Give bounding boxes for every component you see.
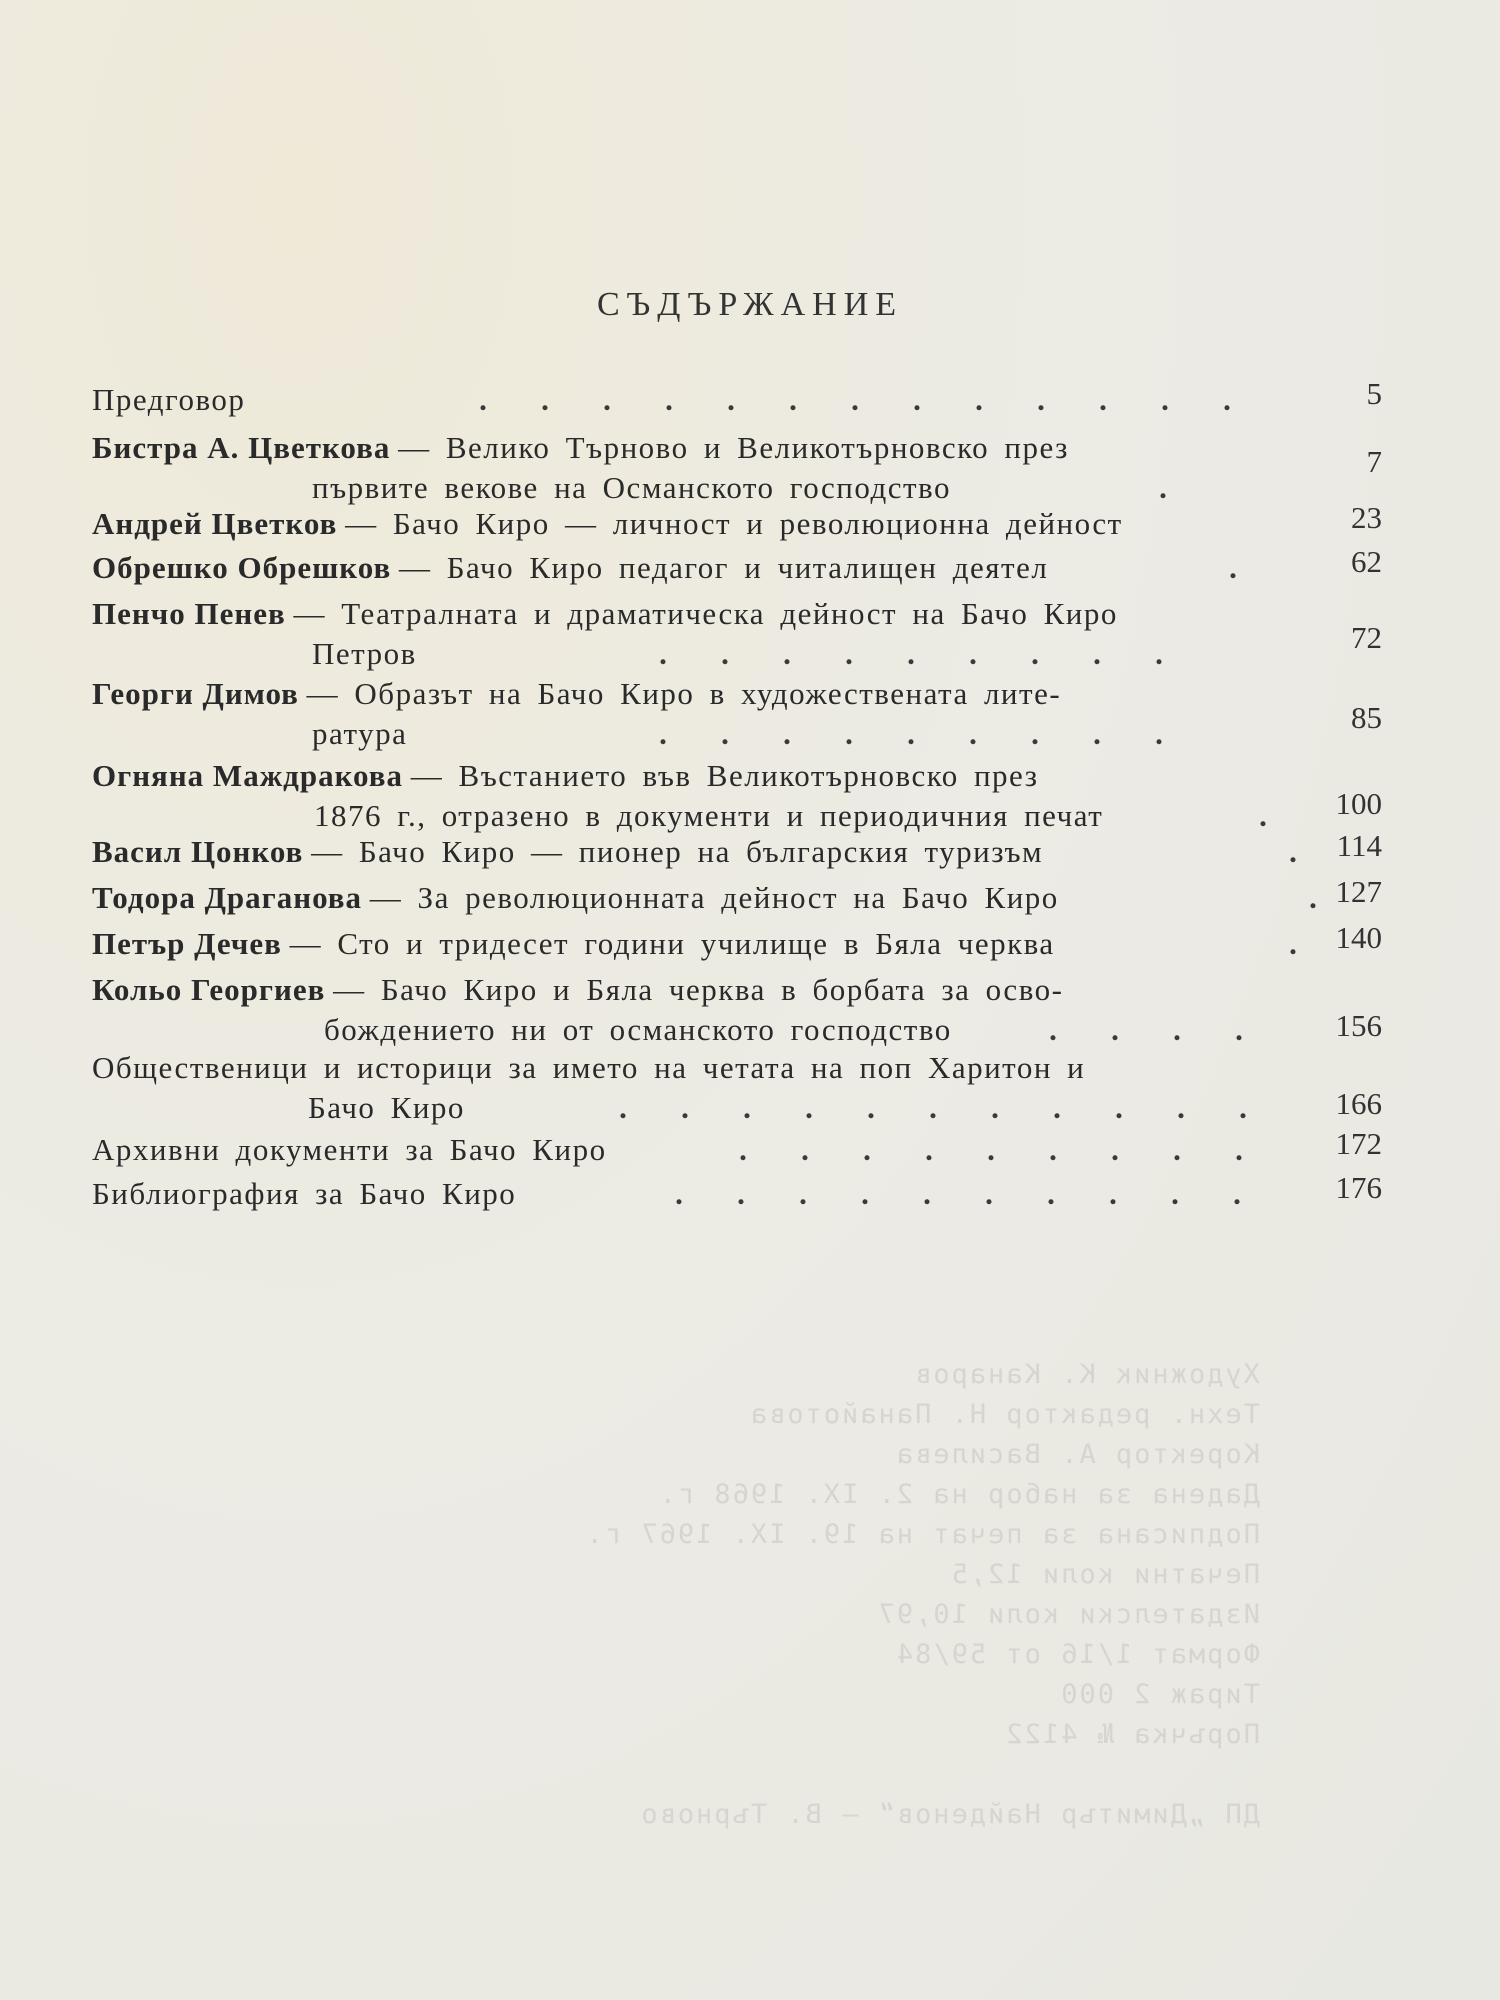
toc-entry[interactable] xyxy=(92,376,1382,420)
toc-entry-line xyxy=(92,620,1382,674)
colophon-line: Тираж 2 000 xyxy=(1059,1679,1260,1710)
toc-entry[interactable] xyxy=(92,1126,1382,1170)
toc-page-number: 72 xyxy=(1351,620,1382,655)
colophon-line: Печатни коли 12,5 xyxy=(949,1559,1260,1590)
page-title: СЪДЪРЖАНИЕ xyxy=(596,286,904,323)
colophon-line: Издателски коли 10,97 xyxy=(876,1599,1260,1630)
toc-entry-line xyxy=(92,1086,1382,1128)
toc-entry-line xyxy=(92,700,1382,754)
colophon-line: Подписана за печат на 19. IX. 1967 г. xyxy=(584,1519,1260,1550)
toc-entry-line xyxy=(92,376,1382,420)
toc-entry-text: 1876 г., отразено в документи и периодичния печат xyxy=(314,798,1104,833)
toc-entry-line xyxy=(92,428,1362,468)
toc-entry-text: — Въстанието във Великотърновско през xyxy=(410,758,1039,793)
toc-entry-text: — Бачо Киро и Бяла черква в борбата за осво- xyxy=(333,972,1064,1007)
colophon-line: Поръчка № 4122 xyxy=(1004,1719,1260,1750)
dot-leaders: . . . . . . . . . . . . . xyxy=(479,382,1231,417)
toc-entry-line xyxy=(92,674,1362,714)
toc-page-number: 85 xyxy=(1351,700,1382,735)
colophon-line: ДП „Димитър Найденов“ — В. Търново xyxy=(639,1799,1260,1830)
toc-entry[interactable] xyxy=(92,1170,1382,1214)
toc-page-number: 5 xyxy=(1366,376,1382,411)
toc-entry[interactable] xyxy=(92,674,1382,754)
dot-leaders: . . . . . . . . . . . xyxy=(619,1090,1247,1125)
toc-entry-text: Библиография за Бачо Киро xyxy=(92,1176,517,1211)
dot-leaders: . xyxy=(1289,926,1297,961)
toc-entry[interactable] xyxy=(92,970,1382,1050)
toc-entry[interactable] xyxy=(92,1048,1382,1128)
toc-entry-text: — За революционната дейност на Бачо Киро xyxy=(369,880,1059,915)
toc-entry-line xyxy=(92,594,1362,634)
toc-page-number: 140 xyxy=(1335,920,1382,955)
toc-entry-text: — Образът на Бачо Киро в художествената лите- xyxy=(306,676,1062,711)
dot-leaders: . xyxy=(1259,798,1267,833)
toc-page-number: 172 xyxy=(1335,1126,1382,1161)
colophon-line: Коректор А. Василева xyxy=(894,1439,1260,1470)
toc-entry-text: Петров xyxy=(312,636,417,671)
dot-leaders: . . . . . . . . . xyxy=(659,636,1163,671)
toc-entry-text: първите векове на Османското господство xyxy=(312,470,951,505)
colophon-line: Дадена за набор на 2. IX. 1968 г. xyxy=(657,1479,1260,1510)
toc-entry-text: — Бачо Киро педагог и читалищен деятел xyxy=(398,550,1049,585)
dot-leaders: . . . . . . . . . xyxy=(739,1132,1243,1167)
toc-entry-text: Бачо Киро xyxy=(308,1090,465,1125)
toc-entry[interactable] xyxy=(92,920,1382,964)
toc-entry-line xyxy=(92,1008,1382,1050)
toc-entry-text: — Бачо Киро — личност и революционна дейност xyxy=(345,506,1123,541)
toc-author: Андрей Цветков xyxy=(92,506,338,541)
toc-page-number: 166 xyxy=(1335,1086,1382,1121)
toc-author: Обрешко Обрешков xyxy=(92,550,392,585)
toc-entry-text: бождението ни от османското господство xyxy=(324,1012,952,1047)
toc-entry-line xyxy=(92,1126,1382,1170)
toc-author: Тодора Драганова xyxy=(92,880,363,915)
dot-leaders: . . . . xyxy=(1049,1012,1243,1047)
toc-entry-text: Архивни документи за Бачо Киро xyxy=(92,1132,607,1167)
toc-entry-line xyxy=(92,1048,1362,1088)
dot-leaders: . . . . . . . . . xyxy=(659,716,1163,751)
toc-page-number: 176 xyxy=(1335,1170,1382,1205)
toc-page-number: 127 xyxy=(1335,874,1382,909)
toc-entry-text: — Сто и тридесет години училище в Бяла черква xyxy=(289,926,1055,961)
toc-entry-line xyxy=(92,828,1382,872)
toc-entry-line xyxy=(92,920,1382,964)
toc-entry-text: — Бачо Киро — пионер на българския туризъм xyxy=(311,834,1044,869)
toc-author: Огняна Маждракова xyxy=(92,758,404,793)
colophon-line: Формат 1/16 от 59/84 xyxy=(894,1639,1260,1670)
toc-author: Кольо Георгиев xyxy=(92,972,326,1007)
toc-entry-text: Общественици и историци за името на четата на поп Харитон и xyxy=(92,1050,1086,1085)
colophon-line: Техн. редактор Н. Панайотова xyxy=(748,1399,1260,1430)
toc-entry-line xyxy=(92,544,1382,588)
toc-entry-line xyxy=(92,500,1382,544)
dot-leaders: . . . . . . . . . . xyxy=(675,1176,1241,1211)
dot-leaders: . xyxy=(1309,880,1317,915)
toc-entry[interactable] xyxy=(92,500,1382,544)
toc-page-number: 62 xyxy=(1351,544,1382,579)
toc-entry[interactable] xyxy=(92,828,1382,872)
toc-page-number: 114 xyxy=(1336,828,1382,863)
toc-entry[interactable] xyxy=(92,428,1382,508)
toc-entry-text: Предговор xyxy=(92,382,246,417)
toc-entry-line xyxy=(92,874,1382,918)
colophon-line: Художник К. Канаров xyxy=(913,1359,1260,1390)
toc-entry-line xyxy=(92,786,1382,836)
toc-entry-line xyxy=(92,970,1362,1010)
toc-page-number: 23 xyxy=(1351,500,1382,535)
toc-author: Георги Димов xyxy=(92,676,299,711)
dot-leaders: . xyxy=(1159,470,1167,505)
toc-entry[interactable] xyxy=(92,756,1382,836)
dot-leaders: . xyxy=(1229,550,1237,585)
toc-entry[interactable] xyxy=(92,544,1382,588)
toc-author: Бистра А. Цветкова xyxy=(92,430,391,465)
toc-entry-text: — Велико Търново и Великотърновско през xyxy=(398,430,1069,465)
toc-entry-line xyxy=(92,756,1362,796)
toc-entry[interactable] xyxy=(92,594,1382,674)
toc-page-number: 7 xyxy=(1366,444,1382,479)
toc-entry-text: ратура xyxy=(312,716,408,751)
toc-entry-text: — Театралната и драматическа дейност на Бачо Киро xyxy=(293,596,1118,631)
toc-page-number: 100 xyxy=(1335,786,1382,821)
toc-author: Петър Дечев xyxy=(92,926,282,961)
toc-author: Васил Цонков xyxy=(92,834,304,869)
show-through-colophon xyxy=(584,1355,1260,1835)
toc-entry-line xyxy=(92,1170,1382,1214)
toc-author: Пенчо Пенев xyxy=(92,596,286,631)
toc-page-number: 156 xyxy=(1335,1008,1382,1043)
toc-entry[interactable] xyxy=(92,874,1382,918)
dot-leaders: . xyxy=(1289,834,1297,869)
